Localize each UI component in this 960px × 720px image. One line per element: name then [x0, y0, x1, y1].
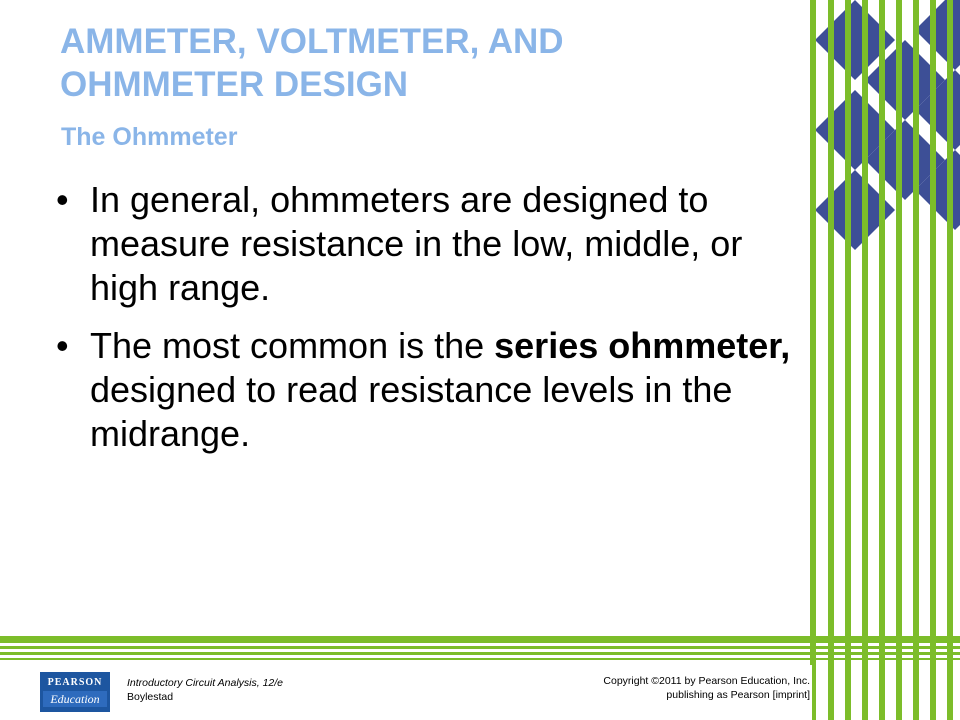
bullet-bold-term: series ohmmeter,: [494, 325, 791, 366]
slide-subtitle: The Ohmmeter: [61, 123, 238, 151]
diamond-pattern: [815, 0, 960, 250]
bullet-text-after: designed to read resistance levels in the midrange.: [90, 369, 733, 454]
bullet-text: In general, ohmmeters are designed to measure resistance in the low, middle, or high range.: [90, 179, 743, 308]
footer-book-title: Introductory Circuit Analysis, 12/e: [127, 677, 284, 689]
bullet-marker: •: [56, 179, 69, 220]
slide-title: [60, 20, 800, 106]
footer-author: Boylestad: [127, 691, 174, 703]
logo-line-2: Education: [43, 691, 107, 707]
footer-book-info: [127, 676, 283, 704]
bullet-item-1: [56, 178, 796, 310]
title-line-1: AMMETER, VOLTMETER, AND: [60, 22, 564, 61]
footer-copyright: [603, 674, 810, 702]
footer-copyright-line-1: Copyright ©2011 by Pearson Education, Inc.: [603, 675, 810, 687]
logo-line-1: PEARSON: [47, 677, 103, 688]
title-line-2: OHMMETER DESIGN: [60, 65, 409, 104]
bullet-text-before: The most common is the: [90, 325, 495, 366]
footer-copyright-line-2: publishing as Pearson [imprint]: [666, 689, 810, 701]
pearson-logo: [40, 672, 110, 712]
vertical-stripes: [810, 0, 953, 720]
bullet-item-2: [56, 324, 796, 456]
bullet-marker: •: [56, 325, 69, 366]
bullet-list: [56, 178, 796, 470]
